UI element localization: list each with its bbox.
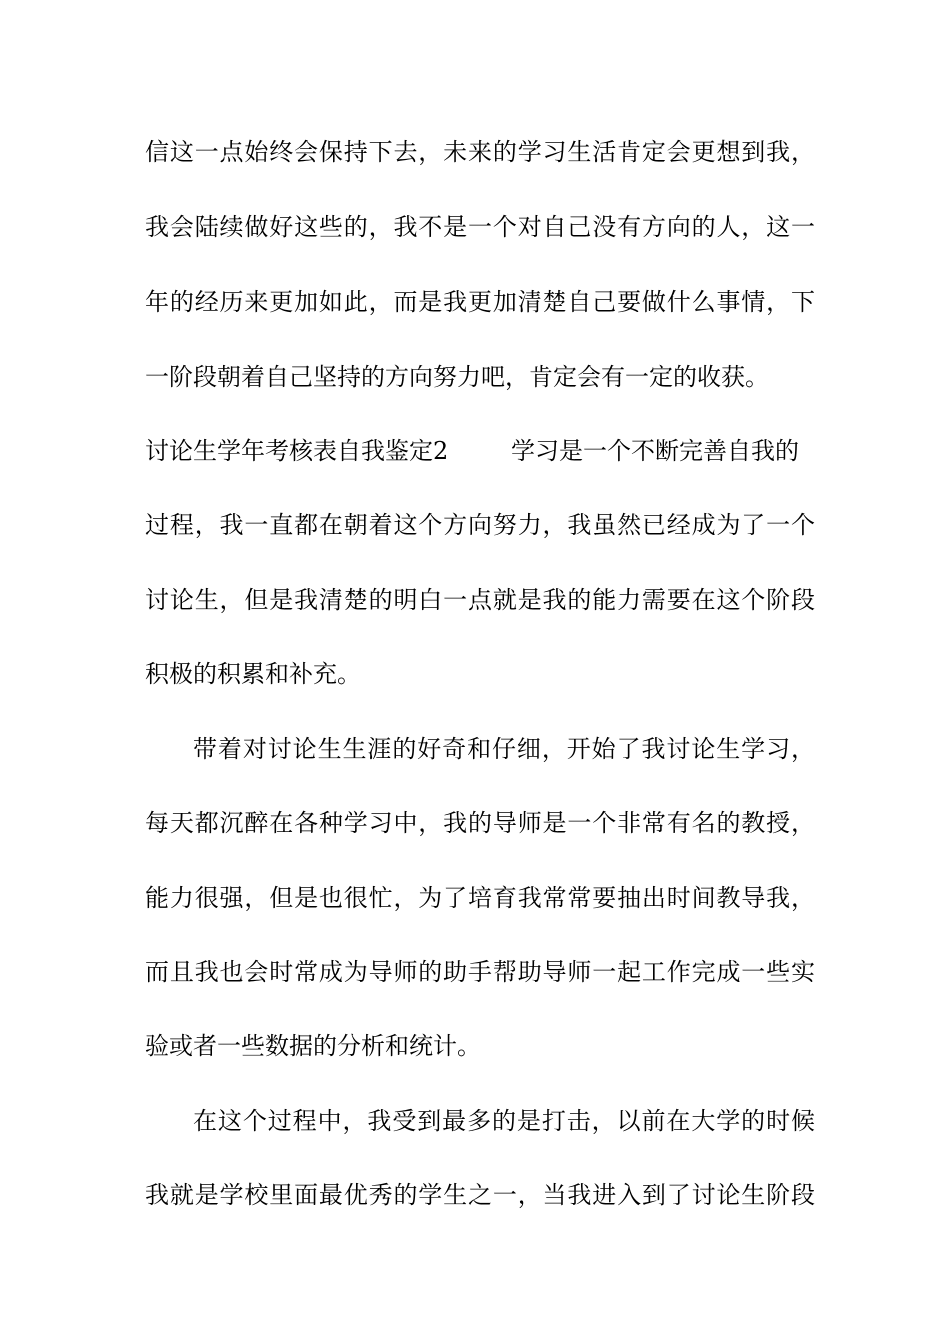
section-heading-line xyxy=(145,431,815,471)
text-line: 年的经历来更加如此，而是我更加清楚自己要做什么事情，下 xyxy=(145,288,815,316)
text-line: 验或者一些数据的分析和统计。 xyxy=(145,1032,481,1060)
section-heading: 讨论生学年考核表自我鉴定2 xyxy=(145,437,449,465)
text-line: 讨论生，但是我清楚的明白一点就是我的能力需要在这个阶段 xyxy=(145,586,815,614)
text-line: 每天都沉醉在各种学习中，我的导师是一个非常有名的教授， xyxy=(145,809,815,837)
text-line: 一阶段朝着自己坚持的方向努力吧，肯定会有一定的收获。 xyxy=(145,363,769,391)
text-line: 信这一点始终会保持下去，未来的学习生活肯定会更想到我， xyxy=(145,138,815,166)
text-line: 我就是学校里面最优秀的学生之一，当我进入到了讨论生阶段 xyxy=(145,1181,815,1209)
paragraph-first-line: 在这个过程中，我受到最多的是打击，以前在大学的时候 xyxy=(193,1107,815,1135)
text-line: 积极的积累和补充。 xyxy=(145,660,361,688)
text-line: 我会陆续做好这些的，我不是一个对自己没有方向的人，这一 xyxy=(145,213,815,241)
text-line: 过程，我一直都在朝着这个方向努力，我虽然已经成为了一个 xyxy=(145,511,815,539)
text-line: 能力很强，但是也很忙，为了培育我常常要抽出时间教导我， xyxy=(145,884,815,912)
text-line: 而且我也会时常成为导师的助手帮助导师一起工作完成一些实 xyxy=(145,958,815,986)
text-line: 学习是一个不断完善自我的 xyxy=(511,437,799,465)
paragraph-first-line: 带着对讨论生生涯的好奇和仔细，开始了我讨论生学习， xyxy=(193,735,815,763)
